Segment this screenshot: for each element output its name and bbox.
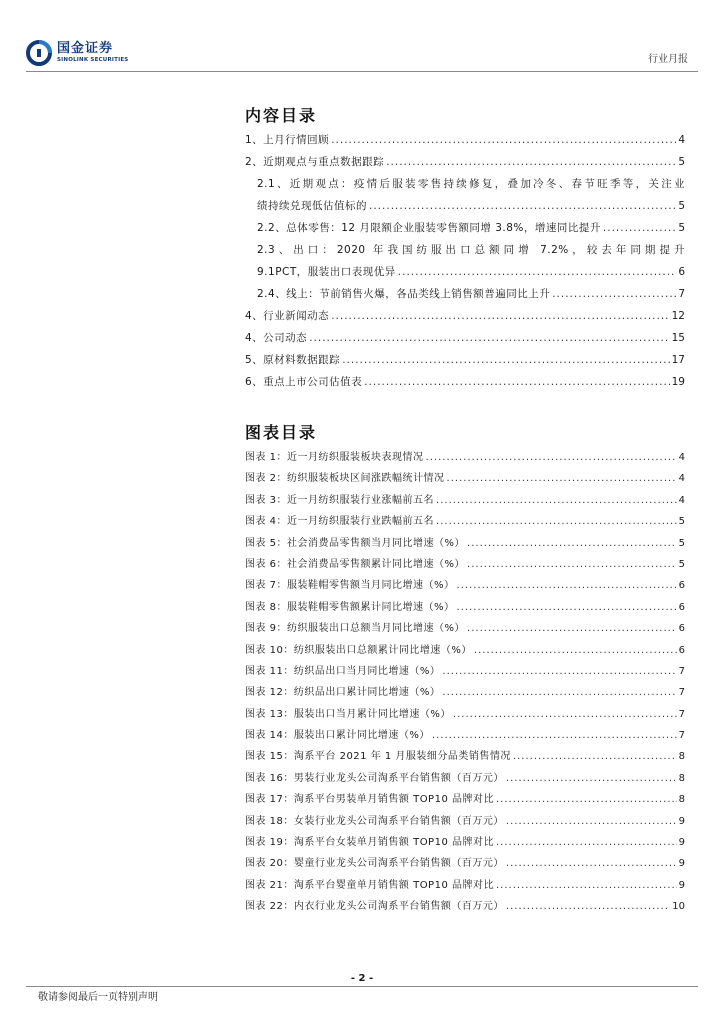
toc-entry[interactable]: 6、重点上市公司估值表 ..... 19 [245,371,685,393]
contents-title: 内容目录 [245,106,318,125]
figure-entry[interactable]: 图表 22：内衣行业龙头公司淘系平台销售额（百万元） ..... 10 [245,896,685,917]
figure-entry[interactable]: 图表 17：淘系平台男装单月销售额 TOP10 品牌对比 ..... 8 [245,789,685,810]
figure-entry[interactable]: 图表 3：近一月纺织服装行业涨幅前五名 ..... 4 [245,490,685,511]
figure-entry[interactable]: 图表 13：服装出口当月累计同比增速（%） ..... 7 [245,704,685,725]
contents-list [245,129,685,393]
toc-entry[interactable]: 4、行业新闻动态 ..... 12 [245,305,685,327]
figure-entry[interactable]: 图表 18：女装行业龙头公司淘系平台销售额（百万元） ..... 9 [245,811,685,832]
figure-entry[interactable]: 图表 19：淘系平台女装单月销售额 TOP10 品牌对比 ..... 9 [245,832,685,853]
toc-entry[interactable]: 2.2、总体零售：12 月限额企业服装零售额同增 3.8%，增速同比提升 ..... 5 [245,217,685,239]
figure-entry[interactable]: 图表 12：纺织品出口累计同比增速（%） ..... 7 [245,682,685,703]
toc-entry[interactable]: 4、公司动态 ..... 15 [245,327,685,349]
toc-entry[interactable]: 1、上月行情回顾 ..... 4 [245,129,685,151]
page-number: - 2 - [350,973,374,984]
header-divider [26,71,698,72]
figure-entry[interactable]: 图表 21：淘系平台婴童单月销售额 TOP10 品牌对比 ..... 9 [245,875,685,896]
page-header [0,0,724,70]
toc-entry[interactable]: 绩持续兑现低估值标的 ..... 5 [245,195,685,217]
figure-entry[interactable]: 图表 20：婴童行业龙头公司淘系平台销售额（百万元） ..... 9 [245,853,685,874]
toc-entry-line1[interactable]: 2.3、出口：2020 年我国纺服出口总额同增 7.2%，较去年同期提升 [257,244,685,256]
figure-entry[interactable]: 图表 9：纺织服装出口总额当月同比增速（%） ..... 6 [245,618,685,639]
company-logo [26,40,128,66]
toc-entry[interactable]: 9.1PCT，服装出口表现优异 ..... 6 [245,261,685,283]
toc-entry[interactable]: 5、原材料数据跟踪 ..... 17 [245,349,685,371]
logo-cn: 国金证券 [57,41,114,57]
figure-entry[interactable]: 图表 2：纺织服装板块区间涨跌幅统计情况 ..... 4 [245,468,685,489]
report-type: 行业月报 [648,54,688,65]
figure-entry[interactable]: 图表 5：社会消费品零售额当月同比增速（%） ..... 5 [245,533,685,554]
disclaimer: 敬请参阅最后一页特别声明 [38,992,158,1003]
figure-entry[interactable]: 图表 15：淘系平台 2021 年 1 月服装细分品类销售情况 ..... 8 [245,746,685,767]
figure-entry[interactable]: 图表 8：服装鞋帽零售额累计同比增速（%） ..... 6 [245,597,685,618]
footer-divider [26,986,698,987]
figures-title: 图表目录 [245,423,318,442]
figure-entry[interactable]: 图表 16：男装行业龙头公司淘系平台销售额（百万元） ..... 8 [245,768,685,789]
toc-entry-line1[interactable]: 2.1、近期观点：疫情后服装零售持续修复，叠加冷冬、春节旺季等，关注业 [257,178,685,190]
figures-list [245,447,685,918]
figure-entry[interactable]: 图表 1：近一月纺织服装板块表现情况 ..... 4 [245,447,685,468]
logo-mark-icon [26,40,52,66]
figure-entry[interactable]: 图表 14：服装出口累计同比增速（%） ..... 7 [245,725,685,746]
toc-entry[interactable]: 2.4、线上：节前销售火爆，各品类线上销售额普遍同比上升 ..... 7 [245,283,685,305]
figure-entry[interactable]: 图表 11：纺织品出口当月同比增速（%） ..... 7 [245,661,685,682]
logo-en: SINOLINK SECURITIES [57,57,129,64]
figure-entry[interactable]: 图表 4：近一月纺织服装行业跌幅前五名 ..... 5 [245,511,685,532]
figure-entry[interactable]: 图表 6：社会消费品零售额累计同比增速（%） ..... 5 [245,554,685,575]
figure-entry[interactable]: 图表 7：服装鞋帽零售额当月同比增速（%） ..... 6 [245,575,685,596]
figure-entry[interactable]: 图表 10：纺织服装出口总额累计同比增速（%） ..... 6 [245,640,685,661]
toc-entry[interactable]: 2、近期观点与重点数据跟踪 ..... 5 [245,151,685,173]
